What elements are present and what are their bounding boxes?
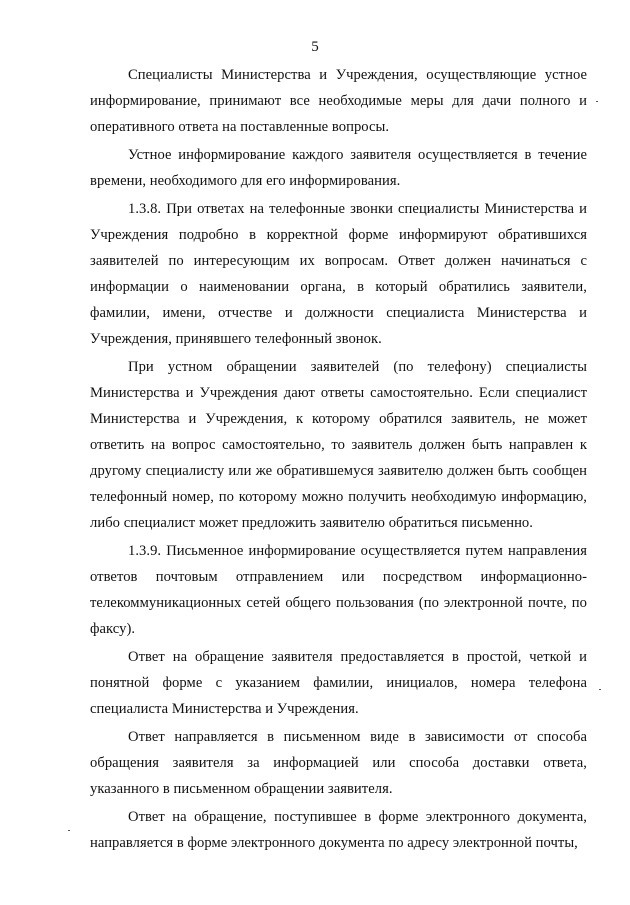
paragraph-1-3-9-written-info: 1.3.9. Письменное информирование осуществляется путем направления ответов почтовым отправлением или посредством информационно-телекоммуникационных сетей общего пользования (по электронной почте, по факсу).	[90, 543, 587, 637]
paragraph-specialists-info: Специалисты Министерства и Учреждения, осуществляющие устное информирование, принимают все необходимые меры для дачи полного и оперативного ответа на поставленные вопросы.	[90, 67, 587, 135]
paragraph-answer-form: Ответ на обращение заявителя предоставляется в простой, четкой и понятной форме с указанием фамилии, инициалов, номера телефона специалиста Министерства и Учреждения.	[90, 649, 587, 717]
paragraph-answer-written: Ответ направляется в письменном виде в зависимости от способа обращения заявителя за информацией или способа доставки ответа, указанного в письменном обращении заявителя.	[90, 729, 587, 797]
document-body	[90, 62, 587, 858]
paragraph-answer-electronic: Ответ на обращение, поступившее в форме электронного документа, направляется в форме электронного документа по адресу электронной почты,	[90, 809, 587, 851]
paragraph-oral-requests: При устном обращении заявителей (по телефону) специалисты Министерства и Учреждения дают ответы самостоятельно. Если специалист Министерства и Учреждения, к которому обратился заявитель, не может ответить на вопрос самостоятельно, то заявитель должен быть направлен к другому специалисту или же обратившемуся заявителю должен быть сообщен телефонный номер, по которому можно получить необходимую информацию, либо специалист может предложить заявителю обратиться письменно.	[90, 359, 587, 531]
paragraph-1-3-8-phone-calls: 1.3.8. При ответах на телефонные звонки специалисты Министерства и Учреждения подробно в корректной форме информируют обратившихся заявителей по интересующим их вопросам. Ответ должен начинаться с информации о наименовании органа, в который обратились заявители, фамилии, имени, отчестве и должности специалиста Министерства и Учреждения, принявшего телефонный звонок.	[90, 201, 587, 347]
paragraph-oral-info-time: Устное информирование каждого заявителя осуществляется в течение времени, необходимого для его информирования.	[90, 147, 587, 189]
scan-speck	[599, 689, 601, 690]
scan-speck	[596, 101, 598, 102]
page-number: 5	[311, 39, 319, 55]
scan-speck	[68, 830, 70, 831]
